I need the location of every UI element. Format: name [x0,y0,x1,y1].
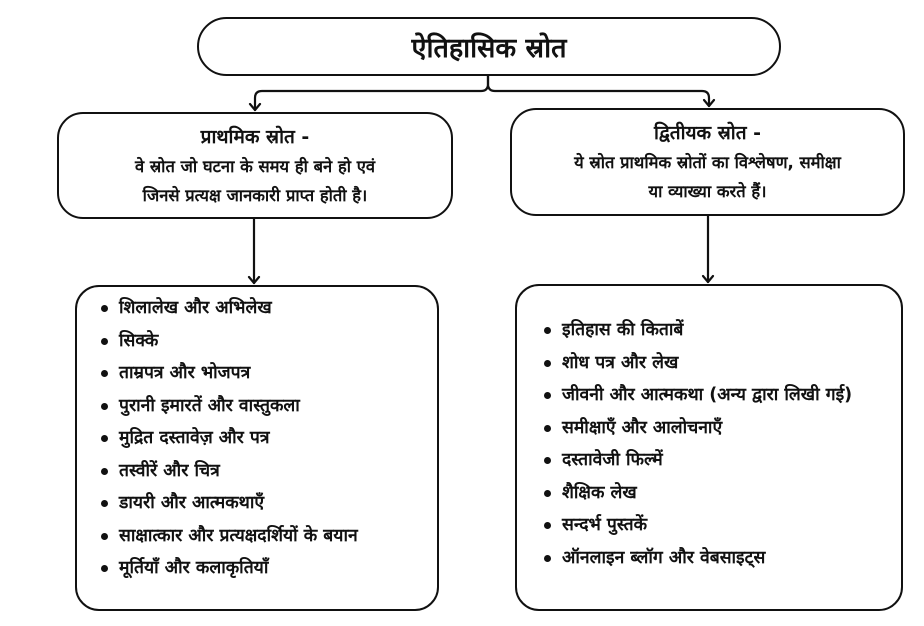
list-item: डायरी और आत्मकथाएँ [99,487,434,520]
list-item: शोध पत्र और लेख [542,347,897,380]
primary-source-box [57,112,453,219]
bullet-icon [544,490,551,497]
list-item: इतिहास की किताबें [542,314,897,347]
secondary-description-line-1: ये स्रोत प्राथमिक स्रोतों का विश्लेषण, समीक्षा [574,153,841,172]
bullet-icon [544,392,551,399]
bullet-icon [544,555,551,562]
secondary-examples-list [542,314,897,574]
list-item: मुद्रित दस्तावेज़ और पत्र [99,422,434,455]
list-item: मूर्तियाँ और कलाकृतियाँ [99,552,434,585]
list-item: शैक्षिक लेख [542,477,897,510]
bullet-icon [544,327,551,334]
primary-description-line-1: वे स्रोत जो घटना के समय ही बने हो एवं [134,156,376,176]
secondary-examples-box [515,284,903,611]
bullet-icon [544,360,551,367]
list-item: साक्षात्कार और प्रत्यक्षदर्शियों के बयान [99,520,434,553]
bullet-icon [101,565,108,572]
list-item: पुरानी इमारतें और वास्तुकला [99,390,434,423]
list-item: ताम्रपत्र और भोजपत्र [99,357,434,390]
secondary-description-line-2: या व्याख्या करते हैं। [648,182,767,201]
bullet-icon [101,533,108,540]
bullet-icon [544,457,551,464]
primary-heading: प्राथमिक स्रोत - [200,125,310,148]
primary-examples-box [75,285,439,611]
list-item: शिलालेख और अभिलेख [99,292,434,325]
bullet-icon [101,500,108,507]
bullet-icon [544,425,551,432]
list-item: तस्वीरें और चित्र [99,455,434,488]
bullet-icon [101,338,108,345]
list-item: ऑनलाइन ब्लॉग और वेबसाइट्स [542,542,897,575]
secondary-heading: द्वितीयक स्रोत - [653,122,762,144]
bullet-icon [101,370,108,377]
bullet-icon [544,522,551,529]
list-item: जीवनी और आत्मकथा (अन्य द्वारा लिखी गई) [542,379,897,412]
primary-description-line-2: जिनसे प्रत्यक्ष जानकारी प्राप्त होती है। [142,185,368,205]
list-item: सन्दर्भ पुस्तकें [542,509,897,542]
bullet-icon [101,305,108,312]
list-item: सिक्के [99,325,434,358]
list-item: समीक्षाएँ और आलोचनाएँ [542,412,897,445]
title-box [197,17,781,76]
bullet-icon [101,468,108,475]
bullet-icon [101,435,108,442]
bullet-icon [101,403,108,410]
list-item: दस्तावेजी फिल्में [542,444,897,477]
primary-examples-list [99,292,434,585]
secondary-source-box [510,108,905,216]
diagram-title: ऐतिहासिक स्रोत [411,33,567,64]
